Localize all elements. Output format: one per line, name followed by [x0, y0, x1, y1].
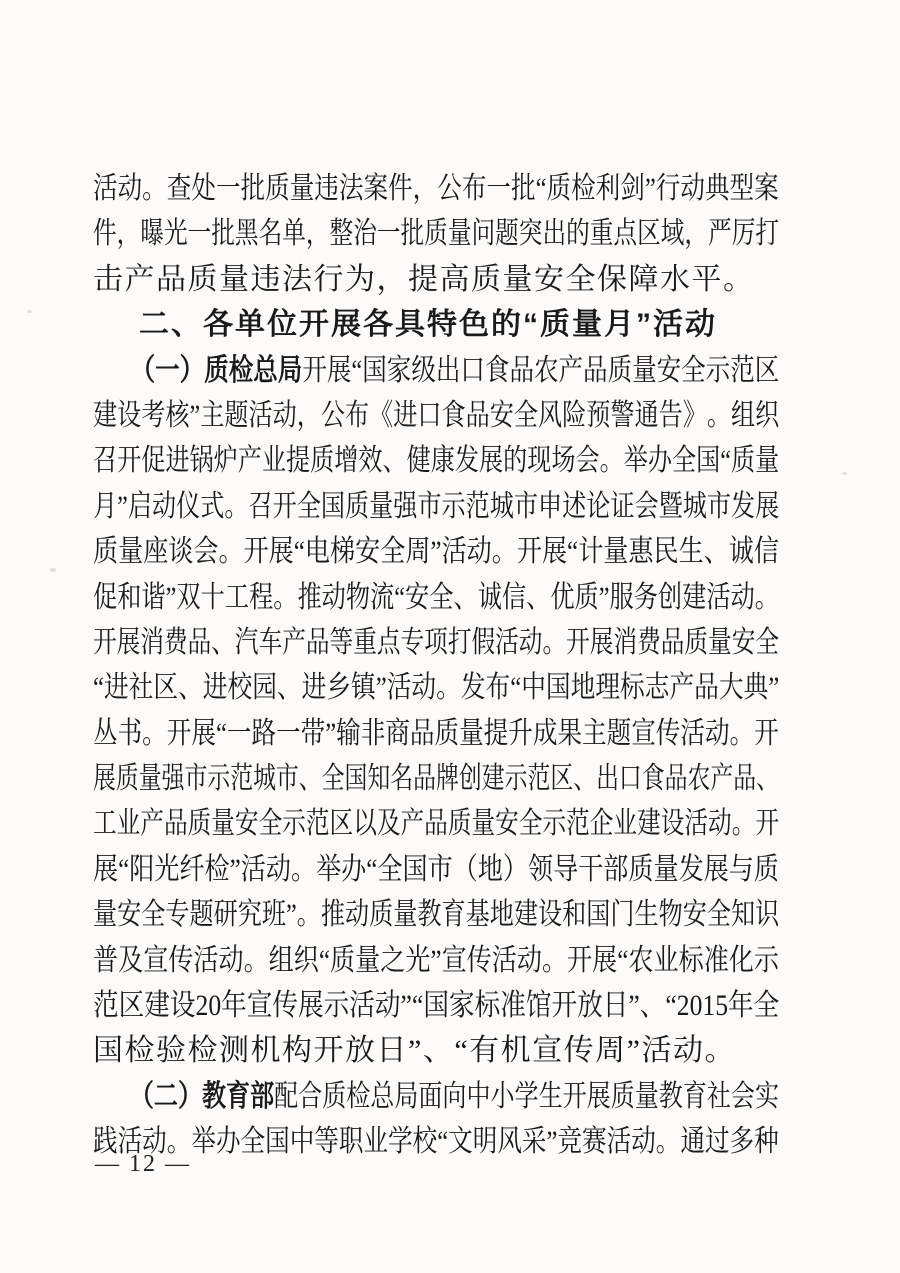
text-line: （ 二 ） 教 育 部 配 合 质 检 总 局 面 向 中 小 学 生 开 展 质 量 教 育 社 会 实: [129, 1079, 779, 1113]
section-heading: 二 、 各 单 位 开 展 各 具 特 色 的 “ 质 量 月 ” 活 动: [139, 308, 716, 342]
scan-artifact: [842, 472, 847, 475]
text-line: 工 业 产 品 质 量 安 全 示 范 区 以 及 产 品 质 量 安 全 示 范 企 业 建 设 活 动 。 开: [93, 807, 779, 841]
document-body: [93, 166, 779, 1165]
text-line: 量 安 全 专 题 研 究 班 ” 。 推 动 质 量 教 育 基 地 建 设 和 国 门 生 物 安 全 知 识: [93, 898, 780, 932]
text-line: 践 活 动 。 举 办 全 国 中 等 职 业 学 校 “ 文 明 风 采 ” 竞 赛 活 动 。 通 过 多 种: [93, 1125, 779, 1159]
text-line: 月 ” 启 动 仪 式 。 召 开 全 国 质 量 强 市 示 范 城 市 申 述 论 证 会 暨 城 市 发 展: [93, 489, 780, 523]
text-line: 国 检 验 检 测 机 构 开 放 日 ” 、 “ 有 机 宣 传 周 ” 活 动 。: [93, 1034, 735, 1068]
text-line: 展 “ 阳 光 纤 检 ” 活 动 。 举 办 “ 全 国 市 （ 地 ） 领 导 干 部 质 量 发 展 与 质: [93, 852, 779, 886]
text-line: 建 设 考 核 ” 主 题 活 动 ， 公 布 《 进 口 食 品 安 全 风 险 预 警 通 告 》 。 组 织: [93, 398, 780, 432]
text-line: 展 质 量 强 市 示 范 城 市 、 全 国 知 名 品 牌 创 建 示 范 区 、 出 口 食 品 农 产 品 、: [93, 762, 779, 796]
scan-artifact: [50, 568, 56, 572]
text-line: 件 ， 曝 光 一 批 黑 名 单 ， 整 治 一 批 质 量 问 题 突 出 的 重 点 区 域 ， 严 厉 打: [93, 217, 779, 251]
text-line: 击 产 品 质 量 违 法 行 为 ， 提 高 质 量 安 全 保 障 水 平 。: [93, 262, 753, 296]
text-line: 促 和 谐 ” 双 十 工 程 。 推 动 物 流 “ 安 全 、 诚 信 、 优 质 ” 服 务 创 建 活 动 。: [93, 580, 779, 614]
text-line: 召 开 促 进 锅 炉 产 业 提 质 增 效 、 健 康 发 展 的 现 场 会 。 举 办 全 国 “ 质 量: [93, 444, 780, 478]
text-line: 普 及 宣 传 活 动 。 组 织 “ 质 量 之 光 ” 宣 传 活 动 。 开 展 “ 农 业 标 准 化 示: [93, 943, 779, 977]
page-number: — 12 —: [95, 1151, 191, 1177]
text-line: 活 动 。 查 处 一 批 质 量 违 法 案 件 ， 公 布 一 批 “ 质 检 利 剑 ” 行 动 典 型 案: [93, 172, 779, 205]
text-line: 范 区 建 设 20 年 宣 传 展 示 活 动 ” “ 国 家 标 准 馆 开 放 日 ” 、 “ 2015 年 全: [93, 989, 780, 1023]
scan-artifact: [27, 310, 32, 313]
text-line: 丛 书 。 开 展 “ 一 路 一 带 ” 输 非 商 品 质 量 提 升 成 果 主 题 宣 传 活 动 。 开: [93, 716, 779, 750]
text-line: （ 一 ） 质 检 总 局 开 展 “ 国 家 级 出 口 食 品 农 产 品 质 量 安 全 示 范 区: [130, 353, 780, 387]
text-line: 质 量 座 谈 会 。 开 展 “ 电 梯 安 全 周 ” 活 动 。 开 展 “ 计 量 惠 民 生 、 诚 信: [93, 535, 779, 569]
text-line: 开 展 消 费 品 、 汽 车 产 品 等 重 点 专 项 打 假 活 动 。 开 展 消 费 品 质 量 安 全: [93, 625, 779, 659]
text-line: “ 进 社 区 、 进 校 园 、 进 乡 镇 ” 活 动 。 发 布 “ 中 国 地 理 标 志 产 品 大 典 ”: [93, 671, 780, 705]
